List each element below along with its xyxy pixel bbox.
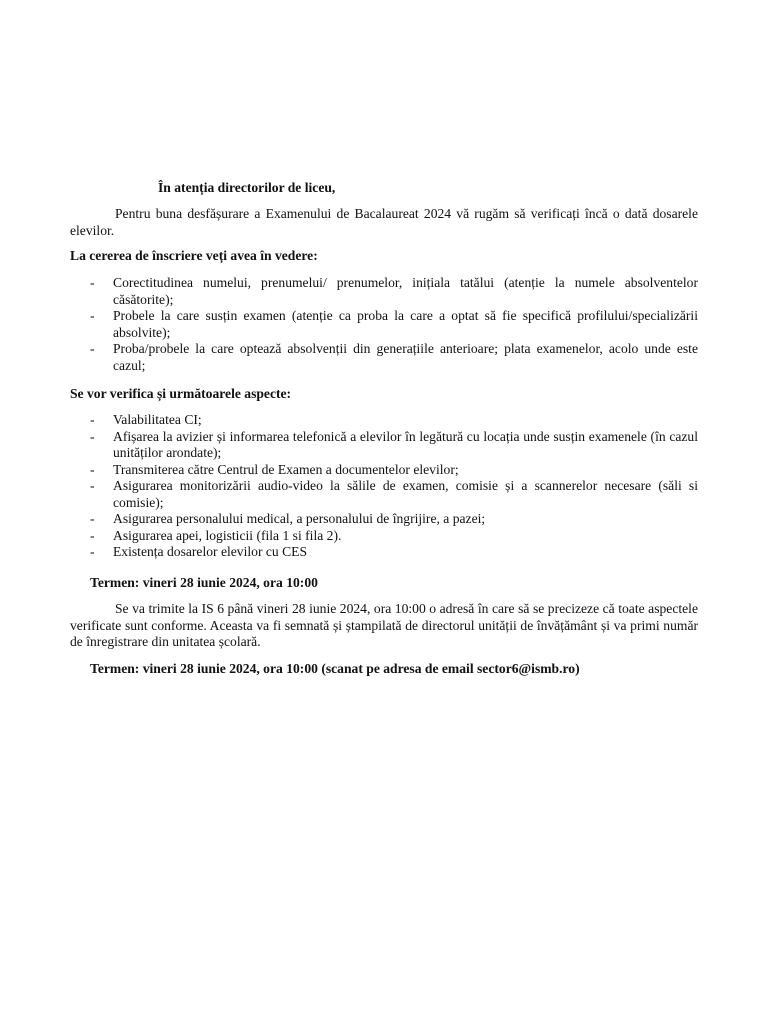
list-item xyxy=(70,544,698,561)
dash-bullet: - xyxy=(90,478,95,493)
dash-bullet: - xyxy=(90,308,95,323)
dash-bullet: - xyxy=(90,428,95,444)
list-item xyxy=(70,528,698,545)
list-item xyxy=(70,478,698,511)
list-item-text: Proba/probele la care optează absolvenții din generațiile anterioare; plata examenelor, acolo unde este cazul; xyxy=(113,341,698,373)
submission-paragraph: Se va trimite la IS 6 până vineri 28 iunie 2024, ora 10:00 o adresă în care să se precizeze că toate aspectele verificate sunt conforme. Aceasta va fi semnată și ștampilată de directorul unității de învățământ și va primi număr de înregistrare din unitatea școlară. xyxy=(70,601,698,649)
dash-bullet: - xyxy=(90,544,95,559)
list-item xyxy=(70,412,698,429)
list-item xyxy=(70,341,698,374)
section2-heading: Se vor verifica și următoarele aspecte: xyxy=(70,386,292,401)
document-title: În atenția directorilor de liceu, xyxy=(158,180,336,195)
dash-bullet: - xyxy=(90,461,95,477)
list-item xyxy=(70,275,698,308)
list-item xyxy=(70,308,698,341)
dash-bullet: - xyxy=(90,341,95,356)
dash-bullet: - xyxy=(90,527,95,543)
list-item-text: Transmiterea către Centrul de Examen a documentelor elevilor; xyxy=(113,461,459,477)
dash-bullet: - xyxy=(90,511,95,526)
section1-heading: La cererea de înscriere veți avea în vedere: xyxy=(70,248,318,263)
dash-bullet: - xyxy=(90,412,95,427)
dash-bullet: - xyxy=(90,275,95,290)
list-item-text: Afișarea la avizier și informarea telefonică a elevilor în legătură cu locația unde susțin examenele (în cazul unităților arondate); xyxy=(113,428,698,460)
list-item-text: Asigurarea apei, logisticii (fila 1 si fila 2). xyxy=(113,527,342,543)
list-item-text: Corectitudinea numelui, prenumelui/ prenumelor, inițiala tatălui (atenție la numele absolventelor căsătorite); xyxy=(113,275,698,307)
intro-paragraph: Pentru buna desfășurare a Examenului de Bacalaureat 2024 vă rugăm să verificați încă o dată dosarele elevilor. xyxy=(70,206,698,238)
list-item-text: Asigurarea personalului medical, a personalului de îngrijire, a pazei; xyxy=(113,511,486,526)
deadline-2: Termen: vineri 28 iunie 2024, ora 10:00 (scanat pe adresa de email sector6@ismb.ro) xyxy=(90,661,580,676)
list-item xyxy=(70,511,698,528)
section1-list xyxy=(70,275,698,374)
list-item xyxy=(70,429,698,462)
list-item xyxy=(70,462,698,479)
list-item-text: Existența dosarelor elevilor cu CES xyxy=(113,544,308,559)
list-item-text: Asigurarea monitorizării audio-video la sălile de examen, comisie și a scannerelor necesare (săli si comisie); xyxy=(113,478,698,510)
list-item-text: Probele la care susțin examen (atenție ca proba la care a optat să fie specifică profilului/specializării absolvite); xyxy=(113,308,698,340)
section2-list xyxy=(70,412,698,561)
deadline-1: Termen: vineri 28 iunie 2024, ora 10:00 xyxy=(90,575,318,590)
list-item-text: Valabilitatea CI; xyxy=(113,412,202,427)
